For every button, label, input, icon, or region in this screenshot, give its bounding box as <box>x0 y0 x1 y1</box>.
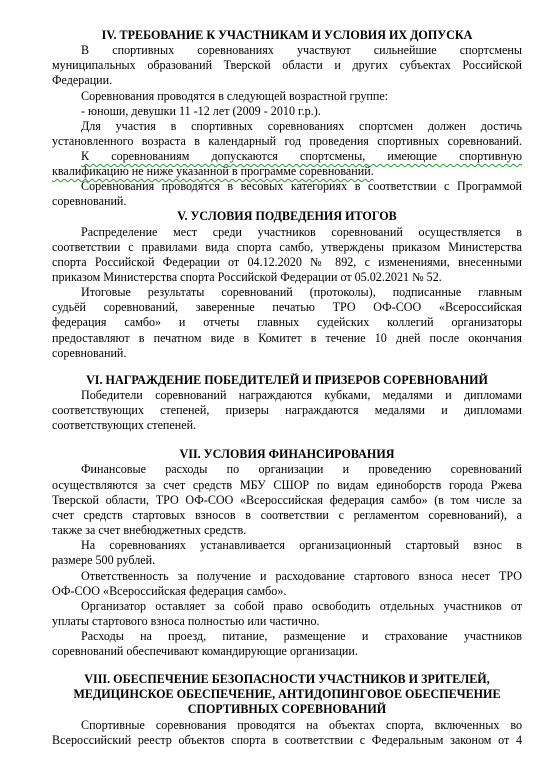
section-7-heading: VII. УСЛОВИЯ ФИНАНСИРОВАНИЯ <box>179 447 395 461</box>
section-7-line: размере 500 рублей. <box>52 553 156 567</box>
section-4-line: Федерации. <box>52 73 113 87</box>
section-4-heading: IV. ТРЕБОВАНИЕ К УЧАСТНИКАМ И УСЛОВИЯ ИХ ДОПУСКА <box>101 28 473 42</box>
section-7-line: Ответственность за получение и расходование стартового взноса несет ТРО <box>81 569 522 583</box>
section-4-line: квалификацию не ниже указанной в программе соревнований. <box>52 164 374 178</box>
section-5-line: предоставляют в печатном виде в Комитет в течение 10 дней после окончания <box>52 331 522 345</box>
section-7-line: Организатор оставляет за собой право освободить отдельных участников от <box>81 599 522 613</box>
section-5-line: Распределение мест среди участников соревнований осуществляется в <box>81 225 522 239</box>
section-4-line: муниципальных образований Тверской области и других субъектах Российской <box>52 58 522 72</box>
section-4-line: Соревнования проводятся в следующей возрастной группе: <box>81 89 389 103</box>
section-5-line: судьёй соревнований, заверенные печатью ТРО ОФ-СОО «Всероссийская <box>52 300 522 314</box>
section-5-line: Итоговые результаты соревнований (протоколы), подписанные главным <box>81 285 522 299</box>
section-5-heading: V. УСЛОВИЯ ПОДВЕДЕНИЯ ИТОГОВ <box>177 209 397 223</box>
section-8-heading: VIII. ОБЕСПЕЧЕНИЕ БЕЗОПАСНОСТИ УЧАСТНИКОВ И ЗРИТЕЛЕЙ, <box>84 672 490 686</box>
section-7-line: уплаты стартового взноса полностью или частично. <box>52 614 320 628</box>
section-6-heading: VI. НАГРАЖДЕНИЕ ПОБЕДИТЕЛЕЙ И ПРИЗЕРОВ СОРЕВНОВАНИЙ <box>86 373 488 387</box>
section-6-line: соответствующих степеней. <box>52 418 197 432</box>
section-5-line: спорта Российской Федерации от 04.12.2020 № 892, с изменениями, внесенными <box>52 255 522 269</box>
section-7-line: Расходы на проезд, питание, размещение и страхование участников <box>81 629 522 643</box>
section-5-line: соревнований. <box>52 346 127 360</box>
section-5-line: приказом Министерства спорта Российской Федерации от 05.02.2021 № 52. <box>52 270 442 284</box>
section-4-line: Соревнования проводятся в весовых категориях в соответствии с Программой <box>81 179 522 193</box>
section-6-line: соответствующих степеней, призеры награждаются медалями и дипломами <box>52 403 522 417</box>
section-4-line: установленного возраста в календарный год проведения спортивных соревнований. <box>52 134 522 148</box>
section-4-line: соревнований. <box>52 194 127 208</box>
section-7-line: Финансовые расходы по организации и проведению соревнований <box>81 462 522 476</box>
section-5-line: федерация самбо» и отчеты главных судейских коллегий организаторы <box>52 315 522 329</box>
section-7-line: На соревнованиях устанавливается организационный стартовый взнос в <box>81 538 522 552</box>
section-7-line: также за счет внебюджетных средств. <box>52 523 247 537</box>
section-7-line: соревнований обеспечивают командирующие организации. <box>52 644 358 658</box>
section-7-line: осуществляются за счет средств МБУ СШОР по видам единоборств города Ржева <box>52 478 522 492</box>
section-7-line: ОФ-СОО «Всероссийская федерация самбо». <box>52 584 287 598</box>
section-4-line: К соревнованиям допускаются спортсмены, имеющие спортивную <box>81 149 522 163</box>
section-8-line: Всероссийский реестр объектов спорта в соответствии с Федеральным законом от 4 <box>52 733 522 747</box>
section-7-line: счет средств стартовых взносов в соответствии с регламентом соревнований), а <box>52 508 522 522</box>
section-4-line: - юноши, девушки 11 -12 лет (2009 - 2010 г.р.). <box>81 104 321 118</box>
section-8-heading: МЕДИЦИНСКОЕ ОБЕСПЕЧЕНИЕ, АНТИДОПИНГОВОЕ ОБЕСПЕЧЕНИЕ <box>73 687 501 701</box>
section-8-heading: СПОРТИВНЫХ СОРЕВНОВАНИЙ <box>187 702 387 716</box>
section-7-line: Тверской области, ТРО ОФ-СОО «Всероссийская федерация самбо» (в том числе за <box>52 493 522 507</box>
section-4-line: В спортивных соревнованиях участвуют сильнейшие спортсмены <box>81 43 522 57</box>
section-4-line: Для участия в спортивных соревнованиях спортсмен должен достичь <box>81 119 522 133</box>
section-8-line: Спортивные соревнования проводятся на объектах спорта, включенных во <box>81 718 522 732</box>
section-6-line: Победители соревнований награждаются кубками, медалями и дипломами <box>81 388 522 402</box>
section-5-line: соответствии с правилами вида спорта самбо, утверждены приказом Министерства <box>52 240 522 254</box>
